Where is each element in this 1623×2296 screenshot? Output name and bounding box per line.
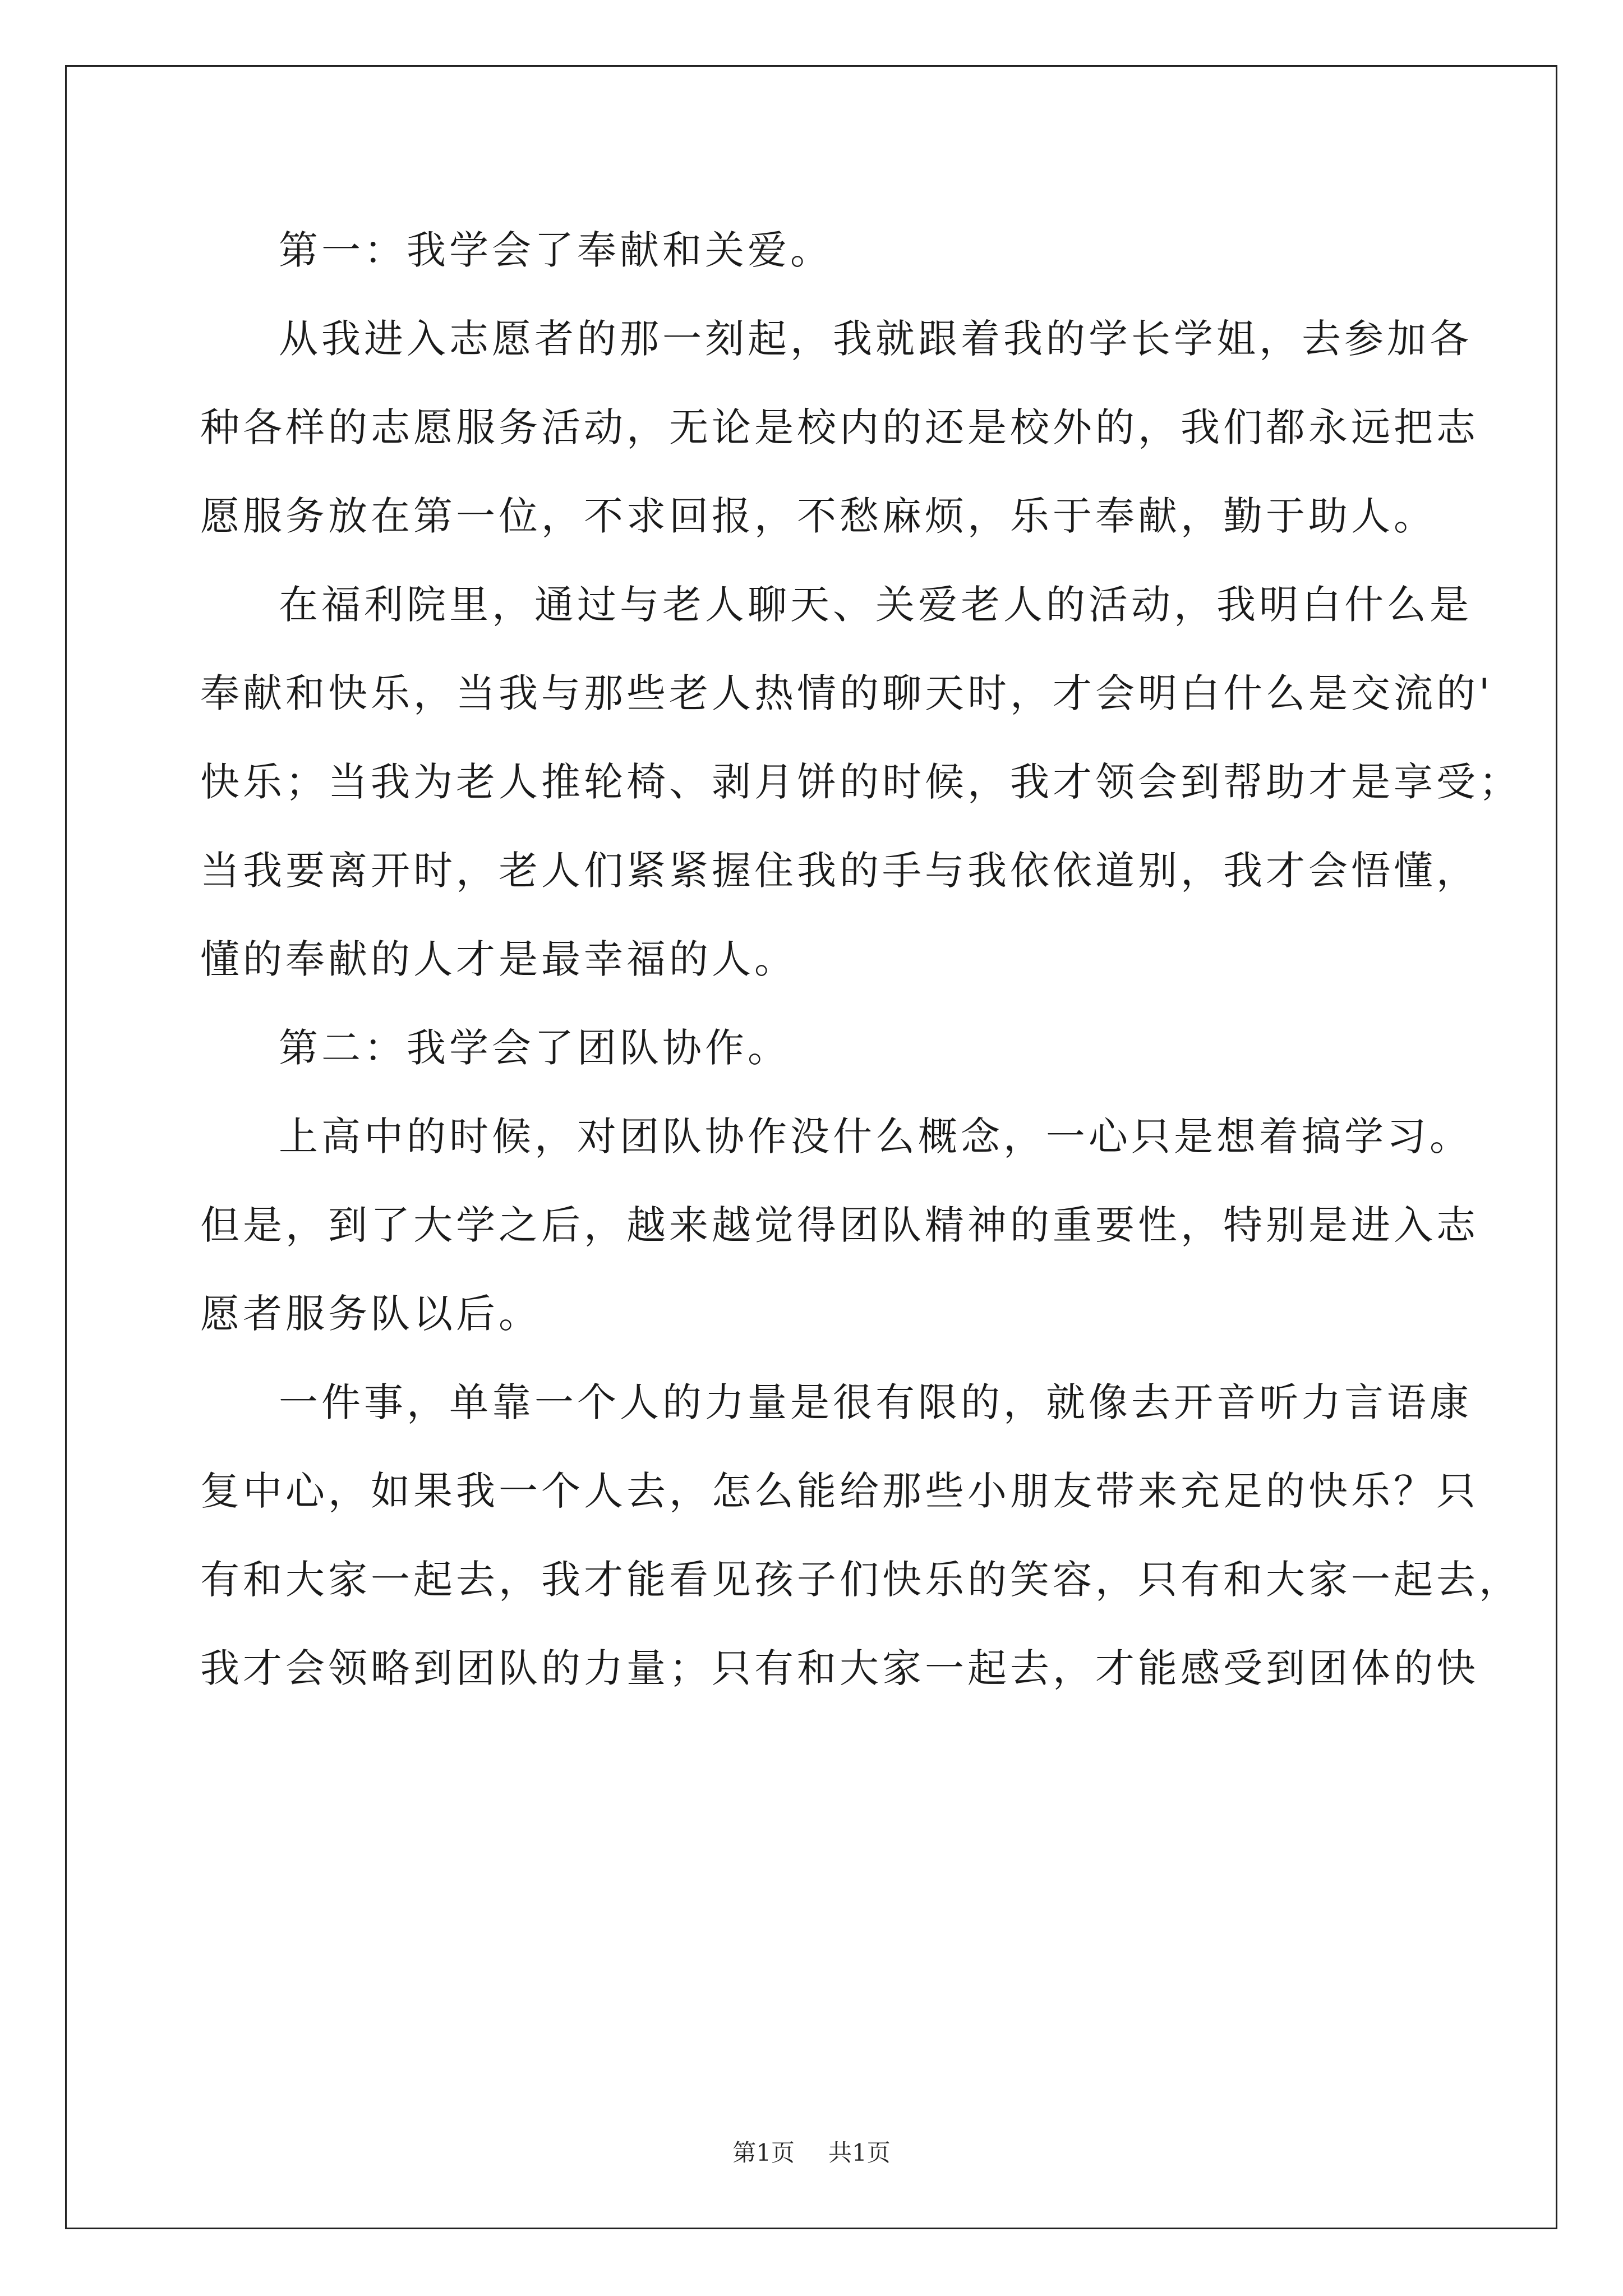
text-line: 奉献和快乐，当我与那些老人热情的聊天时，才会明白什么是交流的' (200, 670, 1493, 716)
paragraph (200, 295, 1479, 560)
page-total: 共1页 (828, 2139, 891, 2166)
document-body (200, 206, 1521, 1713)
page-footer (0, 2134, 1623, 2168)
paragraph (200, 1004, 1434, 1092)
text-line: 在福利院里，通过与老人聊天、关爱老人的活动，我明白什么是 (279, 582, 1472, 628)
text-line: 愿者服务队以后。 (200, 1291, 541, 1337)
text-line: 第一：我学会了奉献和关爱。 (279, 227, 833, 273)
text-line: 种各样的志愿服务活动，无论是校内的还是校外的，我们都永远把志 (200, 404, 1479, 450)
text-line: 懂的奉献的人才是最幸福的人。 (200, 936, 797, 982)
page-number: 第1页 (732, 2139, 795, 2166)
text-line: 复中心，如果我一个人去，怎么能给那些小朋友带来充足的快乐？只 (200, 1468, 1479, 1514)
text-line: 但是，到了大学之后，越来越觉得团队精神的重要性，特别是进入志 (200, 1202, 1479, 1248)
text-line: 一件事，单靠一个人的力量是很有限的，就像去开音听力言语康 (279, 1379, 1472, 1425)
text-line: 我才会领略到团队的力量；只有和大家一起去，才能感受到团体的快 (200, 1645, 1479, 1691)
text-line: 从我进入志愿者的那一刻起，我就跟着我的学长学姐，去参加各 (279, 316, 1472, 362)
paragraph (200, 1092, 1479, 1358)
text-line: 当我要离开时，老人们紧紧握住我的手与我依依道别，我才会悟懂， (200, 848, 1479, 894)
text-line: 上高中的时候，对团队协作没什么概念，一心只是想着搞学习。 (279, 1114, 1472, 1159)
text-line: 第二：我学会了团队协作。 (279, 1025, 790, 1071)
text-line: 愿服务放在第一位，不求回报，不愁麻烦，乐于奉献，勤于助人。 (200, 493, 1436, 539)
text-line: 快乐；当我为老人推轮椅、剥月饼的时候，我才领会到帮助才是享受； (200, 759, 1521, 805)
text-line: 有和大家一起去，我才能看见孩子们快乐的笑容，只有和大家一起去， (200, 1557, 1521, 1603)
paragraph (200, 560, 1521, 1004)
paragraph (200, 206, 1434, 295)
paragraph (200, 1358, 1521, 1713)
